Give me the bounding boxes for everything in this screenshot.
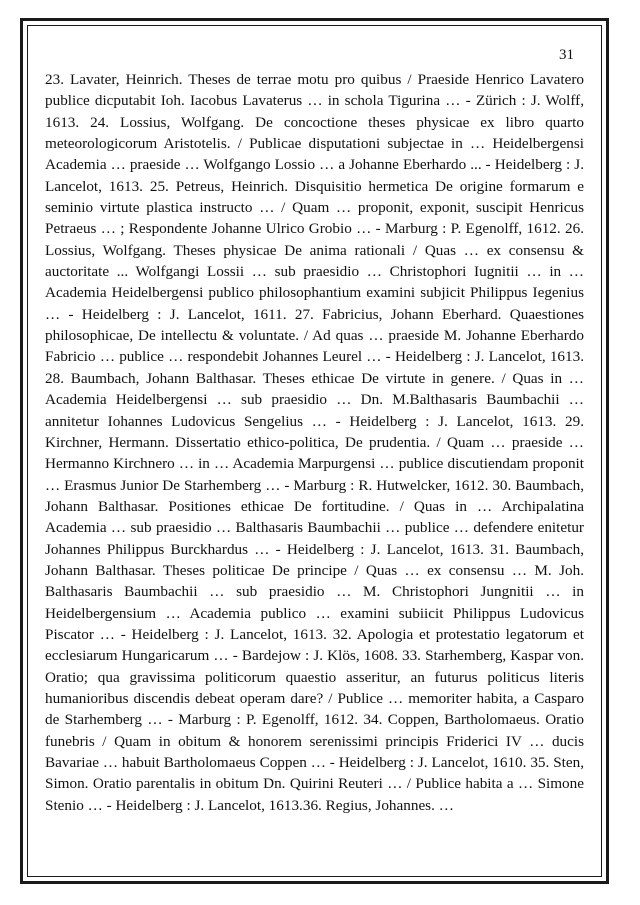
bibliography-text: 23. Lavater, Heinrich. Theses de terrae motu pro quibus / Praeside Henrico Lavatero publice dicputabit Ioh. Iacobus Lavaterus … in schola Tigurina … - Zürich : J. Wolff, 1613. 24. Lossius, Wolfgang. De concoctione theses physicae ex libro quarto meteorologicorum Aristotelis. / Publicae disputationi subjectae in … Heidelbergensi Academia … praeside … Wolfgango Lossio … a Johanne Eberhardo ... - Heidelberg : J. Lancelot, 1613. 25. Petreus, Heinrich. Disquisitio hermetica De origine formarum e seminio virtute plastica instructo … / Quam … proponit, exponit, suscipit Henricus Petraeus … ; Respondente Johanne Ulrico Grobio … - Marburg : P. Egenolff, 1612. 26. Lossius, Wolfgang. Theses physicae De anima rationali / Quas … ex consensu & auctoritate ... Wolfgangi Lossii … sub praesidio … Christophori Iugnitii … in … Academia Heidelbergensi publico philosophantium examini subjicit Philippus Iegenius … - Heidelberg : J. Lancelot, 1611. 27. Fabricius, Johann Eberhard. Quaestiones philosophicae, De intellectu & voluntate. / Ad quas … praeside M. Johanne Eberhardo Fabricio … publice … respondebit Johannes Leurel … - Heidelberg : J. Lancelot, 1613. 28. Baumbach, Johann Balthasar. Theses ethicae De virtute in genere. / Quas in … Academia Heidelbergensi … sub praesidio … Dn. M.Balthasaris Baumbachii … annitetur Iohannes Ludovicus Sengelius … - Heidelberg : J. Lancelot, 1613. 29. Kirchner, Hermann. Dissertatio ethico-politica, De prudentia. / Quam … praeside … Hermanno Kirchnero … in … Academia Marpurgensi … publice discutiendam proponit … Erasmus Junior De Starhemberg … - Marburg : R. Hutwelcker, 1612. 30. Baumbach, Johann Balthasar. Positiones ethicae De fortitudine. / Quas in … Archipalatina Academia … sub praesidio … Balthasaris Baumbachii … publice … defendere enitetur Johannes Philippus Burckhardus … - Heidelberg : J. Lancelot, 1613. 31. Baumbach, Johann Balthasar. Theses politicae De principe / Quas … ex consensu … M. Joh. Balthasaris Baumbachii … sub praesidio … M. Christophori Jungnitii … in Heidelbergensium … Academia publico … examini subiicit Philippus Ludovicus Piscator … - Heidelberg : J. Lancelot, 1613. 32. Apologia et protestatio legatorum et ecclesiarum Hungaricarum … - Bardejow : J. Klös, 1608. 33. Starhemberg, Kaspar von. Oratio; qua gravissima politicorum quaestio asseritur, an futurus politicus literis humanioribus discendis debeat operam dare? / Publice … memoriter habita, a Casparo de Starhemberg … - Marburg : P. Egenolff, 1612. 34. Coppen, Bartholomaeus. Oratio funebris / Quam in obitum & honorem serenissimi principis Friderici IV … ducis Bavariae … habuit Bartholomaeus Coppen … - Heidelberg : J. Lancelot, 1610. 35. Sten, Simon. Oratio parentalis in obitum Dn. Quirini Reuteri … / Publice habita a … Simone Stenio … - Heidelberg : J. Lancelot, 1613.36. Regius, Johannes. … [45,71,584,814]
page-border-outer [20,18,609,884]
page-number: 31 [559,47,574,63]
